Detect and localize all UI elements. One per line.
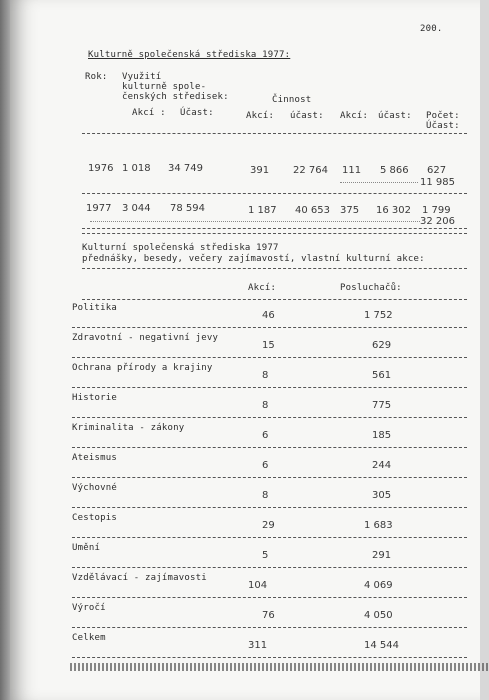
item-posluchacu: 1 752 bbox=[364, 310, 393, 321]
rule bbox=[72, 597, 467, 598]
header-pocet: Počet: bbox=[426, 111, 460, 121]
item-posluchacu: 185 bbox=[372, 430, 392, 441]
item-posluchacu: 4 050 bbox=[364, 610, 393, 621]
document-title: Kulturně společenská střediska 1977: bbox=[88, 50, 291, 60]
item-label: Kriminalita - zákony bbox=[72, 423, 185, 433]
rule bbox=[82, 233, 467, 234]
item-posluchacu: 775 bbox=[372, 400, 392, 411]
item-akci: 6 bbox=[262, 430, 269, 441]
row-1976-v5: 111 bbox=[342, 165, 362, 176]
row-1977-v7: 1 799 bbox=[422, 205, 451, 216]
item-posluchacu: 244 bbox=[372, 460, 392, 471]
rule bbox=[72, 657, 467, 658]
rule bbox=[82, 299, 467, 300]
item-akci: 5 bbox=[262, 550, 269, 561]
item-label: Zdravotní - negativní jevy bbox=[72, 333, 219, 343]
col-akci-header: Akcí: bbox=[248, 283, 277, 293]
rule bbox=[82, 268, 467, 269]
row-1977-v6: 16 302 bbox=[376, 205, 411, 216]
rule bbox=[72, 477, 467, 478]
item-posluchacu: 629 bbox=[372, 340, 392, 351]
rule bbox=[72, 357, 467, 358]
item-akci: 29 bbox=[262, 520, 275, 531]
rule bbox=[82, 193, 467, 194]
item-label: Vzdělávací - zajímavosti bbox=[72, 573, 207, 583]
row-1976-v4: 22 764 bbox=[293, 165, 328, 176]
item-label: Historie bbox=[72, 393, 117, 403]
item-posluchacu: 561 bbox=[372, 370, 392, 381]
item-akci: 8 bbox=[262, 370, 269, 381]
document-page bbox=[10, 0, 480, 700]
item-label: Umění bbox=[72, 543, 101, 553]
rule bbox=[82, 228, 467, 229]
item-akci: 76 bbox=[262, 610, 275, 621]
item-akci: 8 bbox=[262, 400, 269, 411]
col-posl-header: Posluchačů: bbox=[340, 283, 402, 293]
row-1976-v7: 627 bbox=[427, 165, 447, 176]
item-label: Výchovné bbox=[72, 483, 117, 493]
bottom-border-strip bbox=[70, 663, 489, 671]
header-ucast2: účast: bbox=[290, 111, 324, 121]
rule bbox=[72, 627, 467, 628]
row-1976-total: 11 985 bbox=[420, 177, 455, 188]
row-1977-v2: 78 594 bbox=[170, 203, 205, 214]
row-1976-year: 1976 bbox=[88, 163, 114, 174]
item-label: Výročí bbox=[72, 603, 106, 613]
dotted-leader bbox=[90, 221, 420, 222]
rule bbox=[82, 133, 467, 134]
item-label: Politika bbox=[72, 303, 117, 313]
rule bbox=[72, 327, 467, 328]
rule bbox=[72, 387, 467, 388]
page-number: 200. bbox=[420, 24, 443, 34]
item-akci: 8 bbox=[262, 490, 269, 501]
item-label: Celkem bbox=[72, 633, 106, 643]
header-rok: Rok: bbox=[85, 72, 108, 82]
item-akci: 311 bbox=[248, 640, 268, 651]
item-label: Ochrana přírody a krajiny bbox=[72, 363, 213, 373]
rule bbox=[72, 417, 467, 418]
item-posluchacu: 14 544 bbox=[364, 640, 399, 651]
item-posluchacu: 291 bbox=[372, 550, 392, 561]
row-1976-v1: 1 018 bbox=[122, 163, 151, 174]
rule bbox=[72, 567, 467, 568]
dotted-leader bbox=[340, 182, 418, 183]
header-line3: čenských středisek: bbox=[122, 92, 229, 102]
row-1977-year: 1977 bbox=[86, 203, 112, 214]
row-1977-v1: 3 044 bbox=[122, 203, 151, 214]
item-akci: 6 bbox=[262, 460, 269, 471]
row-1976-v6: 5 866 bbox=[380, 165, 409, 176]
section2-title: Kulturní společenská střediska 1977 bbox=[82, 243, 279, 253]
header-ucast4: Účast: bbox=[426, 121, 460, 131]
rule bbox=[72, 507, 467, 508]
header-cinnost: Činnost bbox=[272, 95, 312, 105]
section2-subtitle: přednášky, besedy, večery zajímavostí, vlastní kulturní akce: bbox=[82, 254, 425, 264]
item-akci: 46 bbox=[262, 310, 275, 321]
header-vyuziti: Využití bbox=[122, 72, 162, 82]
header-akci3: Akcí: bbox=[340, 111, 369, 121]
item-posluchacu: 1 683 bbox=[364, 520, 393, 531]
rule bbox=[72, 447, 467, 448]
header-ucast3: účast: bbox=[378, 111, 412, 121]
rule bbox=[72, 537, 467, 538]
item-akci: 104 bbox=[248, 580, 268, 591]
header-akci2: Akcí: bbox=[246, 111, 275, 121]
row-1976-v3: 391 bbox=[250, 165, 270, 176]
item-label: Ateismus bbox=[72, 453, 117, 463]
item-posluchacu: 305 bbox=[372, 490, 392, 501]
item-label: Cestopis bbox=[72, 513, 117, 523]
header-akci1: Akcí : bbox=[132, 108, 166, 118]
row-1977-v3: 1 187 bbox=[248, 205, 277, 216]
row-1977-total: 32 206 bbox=[420, 216, 455, 227]
item-posluchacu: 4 069 bbox=[364, 580, 393, 591]
row-1977-v5: 375 bbox=[340, 205, 360, 216]
item-akci: 15 bbox=[262, 340, 275, 351]
header-ucast1: Účast: bbox=[180, 108, 214, 118]
header-line2: kulturně spole- bbox=[122, 82, 207, 92]
row-1976-v2: 34 749 bbox=[168, 163, 203, 174]
row-1977-v4: 40 653 bbox=[295, 205, 330, 216]
